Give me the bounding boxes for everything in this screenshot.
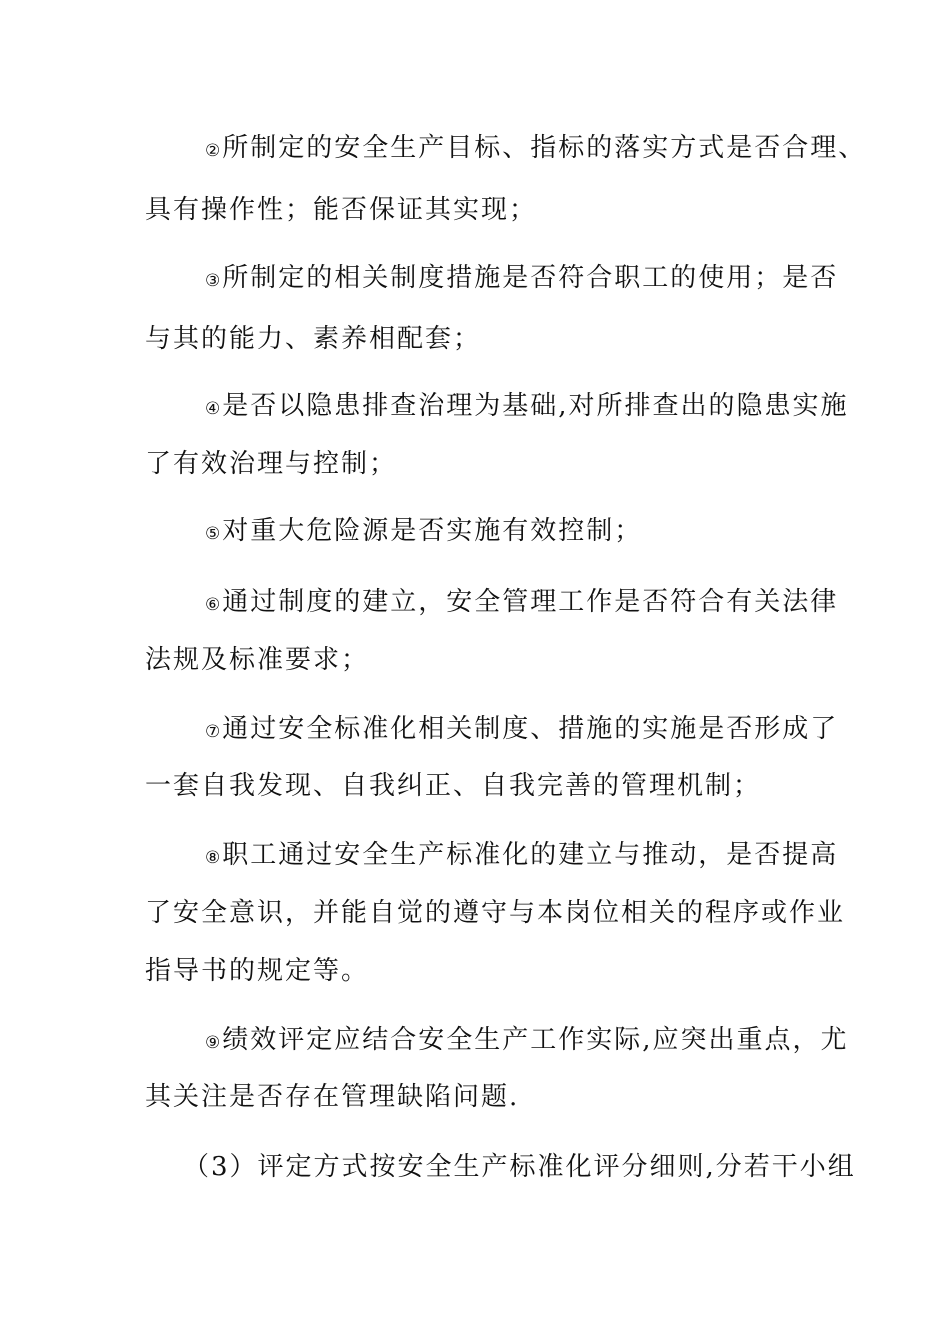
item-9-number: ⑨ — [205, 1033, 221, 1053]
item-8-text: 职工通过安全生产标准化的建立与推动，是否提高 — [222, 840, 839, 870]
item-2-text: 所制定的安全生产目标、指标的落实方式是否合理、 — [222, 133, 867, 163]
item-5-text: 对重大危险源是否实施有效控制； — [222, 516, 643, 546]
item-3-text: 所制定的相关制度措施是否符合职工的使用；是否 — [222, 263, 839, 293]
item-6-number: ⑥ — [205, 595, 221, 615]
section-3-line: （3）评定方式按安全生产标准化评分细则,分若干小组 — [183, 1152, 856, 1182]
item-4-line-2: 了有效治理与控制； — [145, 449, 398, 479]
item-5-line-1 — [205, 515, 642, 550]
item-8-line-3: 指导书的规定等。 — [145, 956, 370, 986]
item-4-number: ④ — [205, 399, 221, 419]
item-4-text: 是否以隐患排查治理为基础,对所排查出的隐患实施 — [222, 391, 849, 421]
item-9-line-2: 其关注是否存在管理缺陷问题. — [145, 1082, 520, 1112]
item-3-number: ③ — [205, 271, 221, 291]
item-2-number: ② — [205, 141, 221, 161]
item-4-line-1 — [205, 390, 849, 425]
item-8-line-2: 了安全意识，并能自觉的遵守与本岗位相关的程序或作业 — [145, 898, 846, 928]
item-7-line-1 — [205, 713, 838, 748]
item-7-text: 通过安全标准化相关制度、措施的实施是否形成了 — [222, 714, 839, 744]
item-2-line-2: 具有操作性；能否保证其实现； — [145, 195, 538, 225]
item-3-line-1 — [205, 262, 838, 297]
item-6-text: 通过制度的建立，安全管理工作是否符合有关法律 — [222, 587, 839, 617]
item-8-line-1 — [205, 839, 838, 874]
item-6-line-1 — [205, 586, 838, 621]
item-3-line-2: 与其的能力、素养相配套； — [145, 324, 482, 354]
item-7-number: ⑦ — [205, 722, 221, 742]
item-9-line-1 — [205, 1024, 849, 1059]
item-9-text: 绩效评定应结合安全生产工作实际,应突出重点，尤 — [222, 1025, 849, 1055]
item-2-line-1 — [205, 132, 866, 167]
item-7-line-2: 一套自我发现、自我纠正、自我完善的管理机制； — [145, 771, 762, 801]
item-5-number: ⑤ — [205, 524, 221, 544]
item-8-number: ⑧ — [205, 848, 221, 868]
item-6-line-2: 法规及标准要求； — [145, 645, 370, 675]
